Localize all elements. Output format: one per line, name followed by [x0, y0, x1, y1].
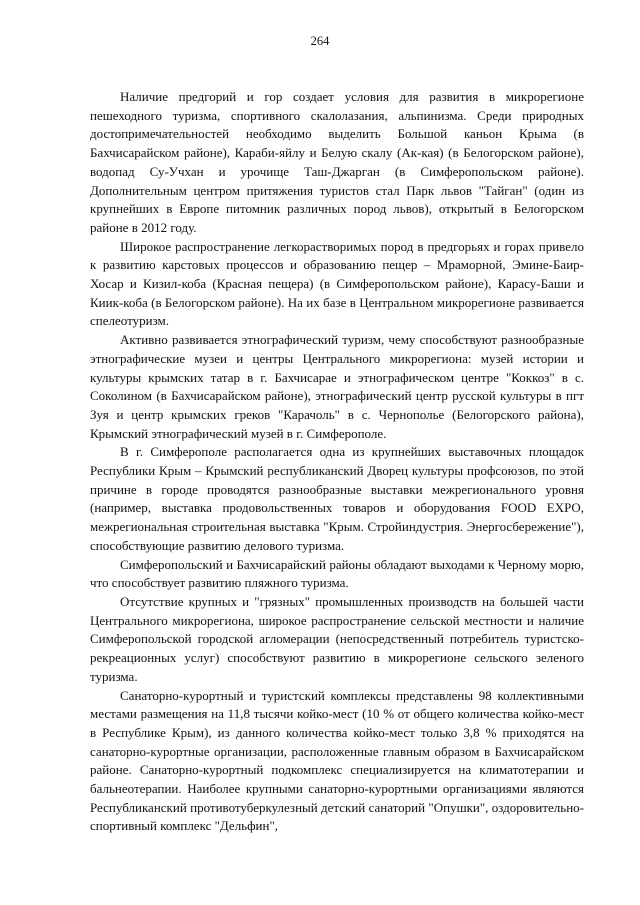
paragraph-beach-tourism: Симферопольский и Бахчисарайский районы обладают выходами к Черному морю, что способствует развитию пляжного туризма.: [90, 556, 584, 591]
paragraph-ethnographic-tourism: Активно развивается этнографический туризм, чему способствуют разнообразные этнографические музеи и центры Центрального микрорегиона: музей истории и культуры крымских татар в г. Бахчисарае и этнографическом центре "Коккоз" в с. Соколином (в Бахчисарайском районе), этнографический центр русской культуры в пгт Зуя и центр крымских греков "Карачоль" в с. Чернополье (Белогорского района), Крымский этнографический музей в г. Симферополе.: [90, 332, 584, 441]
page-number: 264: [310, 34, 330, 48]
paragraph-rural-tourism: Отсутствие крупных и "грязных" промышленных производств на большей части Центрального микрорегиона, широкое распространение сельской местности и наличие Симферопольской городской агломерации (непосредственный потребитель туристско-рекреационных услуг) способствуют развитию в микрорегионе сельского зеленого туризма.: [90, 593, 584, 684]
paragraph-foothills-mountains: Наличие предгорий и гор создает условия для развития в микрорегионе пешеходного туризма, спортивного скалолазания, альпинизма. Среди природных достопримечательностей необходимо выделить Большой каньон Крыма (в Бахчисарайском районе), Караби-яйлу и Белую скалу (Ак-кая) (в Белогорском районе), водопад Су-Учхан и урочище Таш-Джарган (в Симферопольском районе). Дополнительным центром притяжения туристов стал Парк львов "Тайган" (один из крупнейших в Европе питомник различных пород львов), открытый в Белогорском районе в 2012 году.: [90, 89, 584, 235]
paragraph-sanatorium-complex: Санаторно-курортный и туристский комплексы представлены 98 коллективными местами размещения на 11,8 тысячи койко-мест (10 % от общего количества койко-мест в Республике Крым), из данного количества койко-мест только 3,8 % приходятся на санаторно-курортные организации, расположенные главным образом в Бахчисарайском районе. Санаторно-курортный подкомплекс специализируется на климатотерапии и бальнеотерапии. Наиболее крупными санаторно-курортными организациями являются Республиканский противотуберкулезный детский санаторий "Опушки", оздоровительно-спортивный комплекс "Дельфин",: [90, 687, 584, 834]
paragraph-karst-caves: Широкое распространение легкорастворимых пород в предгорьях и горах привело к развитию карстовых процессов и образованию пещер – Мраморной, Эмине-Баир-Хосар и Кизил-коба (Красная пещера) (в Симферопольском районе), Карасу-Баши и Киик-коба (в Белогорском районе). На их базе в Центральном микрорегионе развивается спелеотуризм.: [90, 238, 584, 329]
paragraph-exhibition-business-tourism: В г. Симферополе располагается одна из крупнейших выставочных площадок Республики Крым – Крымский республиканский Дворец культуры профсоюзов, по этой причине в городе проводятся разнообразные выставки межрегионального уровня (например, выставка продовольственных товаров и оборудования FOOD EXPO, межрегиональная строительная выставка "Крым. Стройиндустрия. Энергосбережение"), способствующие развитию делового туризма.: [90, 444, 584, 553]
text-body: [90, 88, 584, 836]
